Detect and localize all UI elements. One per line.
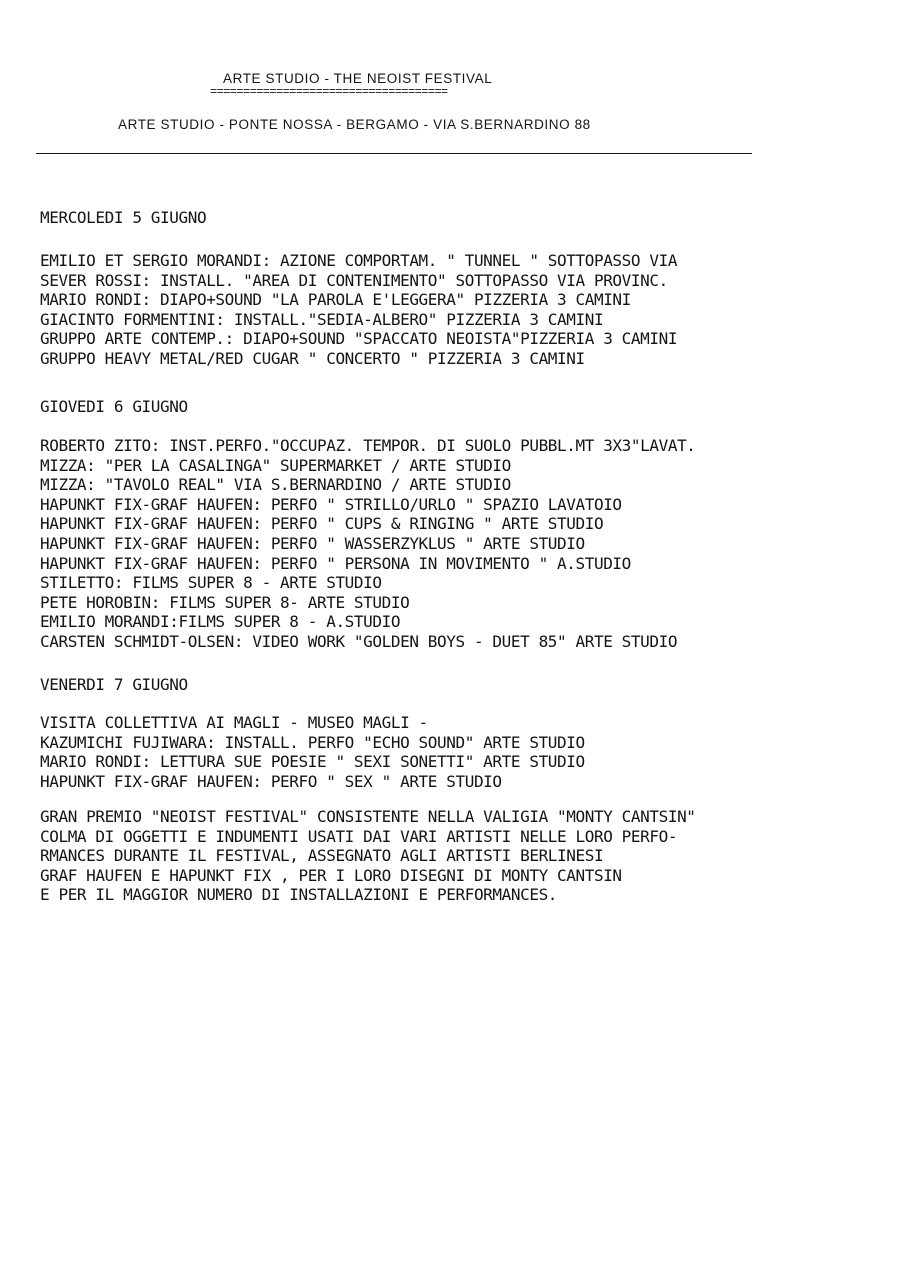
prize-line: GRAN PREMIO "NEOIST FESTIVAL" CONSISTENTE NELLA VALIGIA "MONTY CANTSIN" (40, 807, 696, 826)
event-list-friday (40, 713, 585, 791)
event-entry: MIZZA: "TAVOLO REAL" VIA S.BERNARDINO / ARTE STUDIO (40, 475, 511, 495)
prize-line: RMANCES DURANTE IL FESTIVAL, ASSEGNATO AGLI ARTISTI BERLINESI (40, 846, 604, 866)
event-entry: STILETTO: FILMS SUPER 8 - ARTE STUDIO (40, 573, 382, 593)
event-entry: PETE HOROBIN: FILMS SUPER 8- ARTE STUDIO (40, 592, 410, 612)
event-entry: EMILIO ET SERGIO MORANDI: AZIONE COMPORTAM. " TUNNEL " SOTTOPASSO VIA (40, 251, 678, 270)
event-entry: HAPUNKT FIX-GRAF HAUFEN: PERFO " WASSERZYKLUS " ARTE STUDIO (40, 533, 585, 553)
event-entry: GIACINTO FORMENTINI: INSTALL."SEDIA-ALBERO" PIZZERIA 3 CAMINI (40, 309, 604, 329)
event-entry: VISITA COLLETTIVA AI MAGLI - MUSEO MAGLI - (40, 713, 428, 732)
event-entry: HAPUNKT FIX-GRAF HAUFEN: PERFO " STRILLO/URLO " SPAZIO LAVATOIO (40, 494, 622, 514)
venue-address: ARTE STUDIO - PONTE NOSSA - BERGAMO - VIA S.BERNARDINO 88 (118, 117, 591, 132)
header-divider (36, 153, 752, 154)
event-entry: ROBERTO ZITO: INST.PERFO."OCCUPAZ. TEMPOR. DI SUOLO PUBBL.MT 3X3"LAVAT. (40, 436, 696, 455)
event-entry: HAPUNKT FIX-GRAF HAUFEN: PERFO " SEX " ARTE STUDIO (40, 771, 502, 791)
event-entry: CARSTEN SCHMIDT-OLSEN: VIDEO WORK "GOLDEN BOYS - DUET 85" ARTE STUDIO (40, 631, 678, 651)
event-entry: MARIO RONDI: LETTURA SUE POESIE " SEXI SONETTI" ARTE STUDIO (40, 752, 585, 772)
event-entry: SEVER ROSSI: INSTALL. "AREA DI CONTENIMENTO" SOTTOPASSO VIA PROVINC. (40, 270, 668, 290)
day-heading-thursday: GIOVEDI 6 GIUGNO (40, 397, 188, 416)
event-entry: EMILIO MORANDI:FILMS SUPER 8 - A.STUDIO (40, 612, 401, 632)
event-entry: HAPUNKT FIX-GRAF HAUFEN: PERFO " CUPS & RINGING " ARTE STUDIO (40, 514, 604, 534)
title-underline: ==================================== (210, 85, 448, 99)
event-entry: KAZUMICHI FUJIWARA: INSTALL. PERFO "ECHO SOUND" ARTE STUDIO (40, 732, 585, 752)
day-heading-wednesday: MERCOLEDI 5 GIUGNO (40, 208, 207, 227)
prize-line: COLMA DI OGGETTI E INDUMENTI USATI DAI VARI ARTISTI NELLE LORO PERFO- (40, 826, 678, 846)
prize-line: GRAF HAUFEN E HAPUNKT FIX , PER I LORO DISEGNI DI MONTY CANTSIN (40, 865, 622, 885)
event-entry: MIZZA: "PER LA CASALINGA" SUPERMARKET / ARTE STUDIO (40, 455, 511, 475)
event-entry: HAPUNKT FIX-GRAF HAUFEN: PERFO " PERSONA IN MOVIMENTO " A.STUDIO (40, 553, 631, 573)
event-entry: GRUPPO ARTE CONTEMP.: DIAPO+SOUND "SPACCATO NEOISTA"PIZZERIA 3 CAMINI (40, 329, 678, 349)
event-entry: GRUPPO HEAVY METAL/RED CUGAR " CONCERTO " PIZZERIA 3 CAMINI (40, 348, 585, 368)
document-title: ARTE STUDIO - THE NEOIST FESTIVAL (223, 71, 493, 86)
prize-paragraph (40, 807, 696, 905)
prize-line: E PER IL MAGGIOR NUMERO DI INSTALLAZIONI E PERFORMANCES. (40, 885, 558, 905)
event-list-thursday (40, 436, 696, 652)
event-entry: MARIO RONDI: DIAPO+SOUND "LA PAROLA E'LEGGERA" PIZZERIA 3 CAMINI (40, 290, 631, 310)
event-list-wednesday (40, 251, 677, 369)
day-heading-friday: VENERDI 7 GIUGNO (40, 675, 188, 694)
